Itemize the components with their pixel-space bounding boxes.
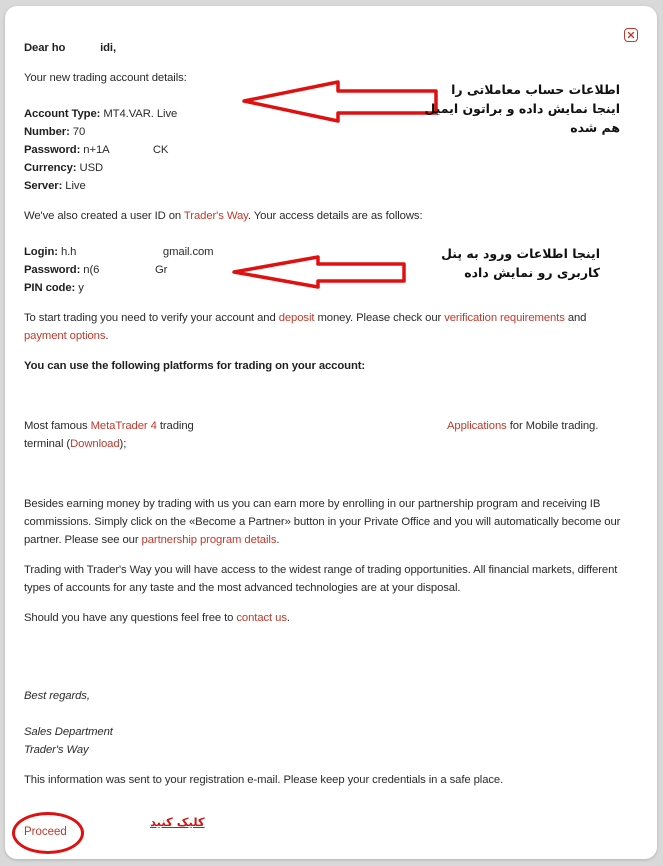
pin-label: PIN code:: [24, 282, 76, 294]
redacted-name: [65, 39, 100, 57]
platform-mt4-text-1: Most famous: [24, 420, 91, 432]
account-type-label: Account Type:: [24, 108, 101, 120]
signoff-regards: Best regards,: [24, 690, 90, 702]
account-password-suffix: CK: [152, 144, 169, 156]
close-x-icon: [627, 31, 635, 39]
platform-mt4-text-4: );: [119, 438, 127, 450]
greeting-suffix: idi,: [100, 42, 116, 54]
verification-requirements-link[interactable]: verification requirements: [444, 312, 565, 324]
partnership-details-link[interactable]: partnership program details: [141, 534, 277, 546]
user-password-suffix: Gr: [154, 264, 168, 276]
greeting: [24, 39, 116, 57]
trading-line-1: Trading with Trader's Way you will have access to the widest range of trading opportunities. All financial markets, different: [24, 564, 618, 576]
server-value: Live: [65, 180, 86, 192]
footer-note: This information was sent to your registration e-mail. Please keep your credentials in a safe place.: [24, 774, 504, 786]
platform-mt4-text-3: terminal (: [24, 438, 71, 450]
platform-mobile: [447, 417, 598, 435]
currency-label: Currency:: [24, 162, 77, 174]
platforms-heading: You can use the following platforms for trading on your account:: [24, 360, 366, 372]
verify-text-3: and: [564, 312, 587, 324]
applications-link[interactable]: Applications: [447, 420, 507, 432]
proceed-button[interactable]: Proceed: [24, 826, 67, 838]
partner-line-1: Besides earning money by trading with us you can earn more by enrolling in our partnership program and receiving IB: [24, 498, 601, 510]
click-here-annotation: کلیک کنید: [150, 815, 205, 829]
platform-mt4: [24, 417, 194, 453]
account-annotation-line-3: هم شده: [570, 120, 620, 135]
trading-line-2: types of accounts for any taste and the most advanced technologies are at your disposal.: [24, 582, 461, 594]
currency-row: [24, 159, 103, 177]
account-intro: Your new trading account details:: [24, 72, 187, 84]
verify-text: [24, 309, 624, 345]
contact-text-after: .: [286, 612, 290, 624]
trading-text: [24, 561, 624, 597]
contact-text: [24, 609, 290, 627]
redacted-password: [110, 141, 153, 159]
currency-value: USD: [79, 162, 104, 174]
account-password-label: Password:: [24, 144, 81, 156]
partner-line-3: partner. Please see our: [24, 534, 142, 546]
verify-text-1: To start trading you need to verify your account and: [24, 312, 279, 324]
payment-options-link[interactable]: payment options: [24, 330, 106, 342]
redacted-user-password: [99, 261, 155, 279]
server-row: [24, 177, 86, 195]
server-label: Server:: [24, 180, 63, 192]
platform-mt4-text-2: trading: [156, 420, 194, 432]
login-annotation-line-2: کاربری رو نمایش داده: [464, 265, 600, 280]
login-row: [24, 243, 214, 261]
redacted-login: [76, 243, 163, 261]
login-annotation-line-1: اینجا اطلاعات ورود به پنل: [441, 246, 600, 261]
account-type-row: [24, 105, 177, 123]
login-suffix: gmail.com: [162, 246, 214, 258]
account-annotation-line-2: اینجا نمایش داده و براتون ایمیل: [424, 101, 620, 116]
deposit-link[interactable]: deposit: [278, 312, 315, 324]
account-number-label: Number:: [24, 126, 70, 138]
verify-text-2: money. Please check our: [314, 312, 445, 324]
redacted-pin: [84, 279, 158, 297]
login-label: Login:: [24, 246, 58, 258]
greeting-prefix: Dear ho: [24, 42, 66, 54]
signoff-department: Sales Department: [24, 726, 113, 738]
traders-way-link[interactable]: Trader's Way: [183, 210, 248, 222]
platform-mobile-text: for Mobile trading.: [506, 420, 599, 432]
account-number-row: [24, 123, 110, 141]
login-value: h.h: [60, 246, 77, 258]
account-password-value: n+1A: [83, 144, 110, 156]
account-type-value: MT4.VAR. Live: [103, 108, 178, 120]
metatrader4-link[interactable]: MetaTrader 4: [90, 420, 157, 432]
account-annotation-line-1: اطلاعات حساب معاملاتی را: [451, 82, 620, 97]
login-info-annotation: [430, 244, 600, 282]
user-id-text: [24, 207, 423, 225]
user-password-label: Password:: [24, 264, 81, 276]
user-id-text-before: We've also created a user ID on: [24, 210, 184, 222]
pin-value: y: [78, 282, 84, 294]
close-button[interactable]: [624, 28, 638, 42]
user-password-row: [24, 261, 167, 279]
partner-line-2: commissions. Simply click on the «Become a Partner» button in your Private Office and you will automatically become our: [24, 516, 621, 528]
pin-row: [24, 279, 158, 297]
download-link[interactable]: Download: [70, 438, 120, 450]
account-info-annotation: [424, 80, 620, 137]
redacted-number: [85, 123, 110, 141]
signoff-company: Trader's Way: [24, 744, 89, 756]
account-number-value: 70: [72, 126, 86, 138]
contact-text-before: Should you have any questions feel free to: [24, 612, 237, 624]
user-password-value: n(6: [83, 264, 100, 276]
verify-text-4: .: [105, 330, 109, 342]
partner-text: [24, 495, 624, 549]
user-id-text-after: . Your access details are as follows:: [247, 210, 423, 222]
partner-line-3-end: .: [276, 534, 280, 546]
account-password-row: [24, 141, 168, 159]
contact-us-link[interactable]: contact us: [236, 612, 287, 624]
